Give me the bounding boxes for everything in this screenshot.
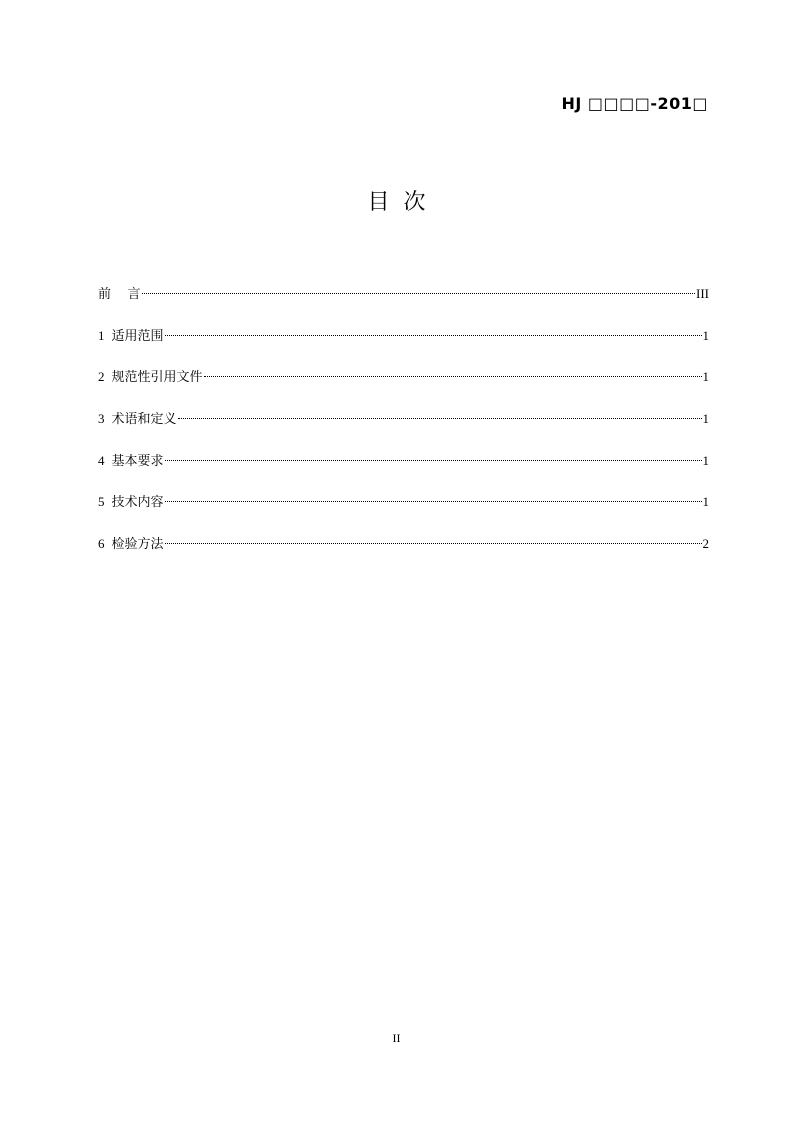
toc-entry-label: 检验方法 [111, 537, 164, 553]
toc-entry-number: 3 [98, 411, 105, 427]
toc-leader-dots [165, 501, 702, 502]
toc-entry-label: 基本要求 [111, 453, 164, 469]
toc-leader-dots [204, 376, 702, 377]
toc-leader-dots [165, 460, 702, 461]
page-number: II [392, 1031, 401, 1045]
toc-entry-number: 4 [98, 452, 105, 468]
toc-entry-number: 6 [98, 536, 105, 552]
toc-entry-label: 前 言 [98, 287, 141, 302]
toc-entry-number: 2 [98, 369, 105, 385]
toc-leader-dots [142, 293, 695, 294]
toc-entry-label: 适用范围 [111, 328, 164, 344]
toc-entry-page: 2 [702, 536, 709, 552]
toc-entry-label: 规范性引用文件 [111, 370, 203, 386]
toc-leader-dots [165, 543, 702, 544]
toc-entry-page: 1 [702, 452, 709, 468]
toc-entry-page: 1 [702, 411, 709, 427]
toc-entry-scope[interactable] [98, 326, 709, 368]
toc-entry-terms-definitions[interactable] [98, 409, 709, 451]
toc-entry-page: 1 [702, 369, 709, 385]
toc-entry-foreword[interactable] [98, 284, 709, 326]
toc-entry-technical-content[interactable] [98, 492, 709, 534]
toc-entry-number: 1 [98, 327, 105, 343]
toc-entry-page: III [696, 286, 709, 301]
standard-code: HJ □□□□-201□ [561, 94, 708, 113]
toc-entry-normative-references[interactable] [98, 367, 709, 409]
page-title: 目 次 [367, 190, 426, 215]
toc-entry-number: 5 [98, 494, 105, 510]
toc-leader-dots [165, 335, 702, 336]
toc-entry-label: 技术内容 [111, 495, 164, 511]
toc-entry-basic-requirements[interactable] [98, 451, 709, 493]
toc-entry-page: 1 [702, 327, 709, 343]
toc-leader-dots [178, 418, 702, 419]
toc-entry-label: 术语和定义 [111, 412, 177, 428]
table-of-contents [98, 284, 709, 576]
toc-entry-test-methods[interactable] [98, 534, 709, 576]
toc-entry-page: 1 [702, 494, 709, 510]
